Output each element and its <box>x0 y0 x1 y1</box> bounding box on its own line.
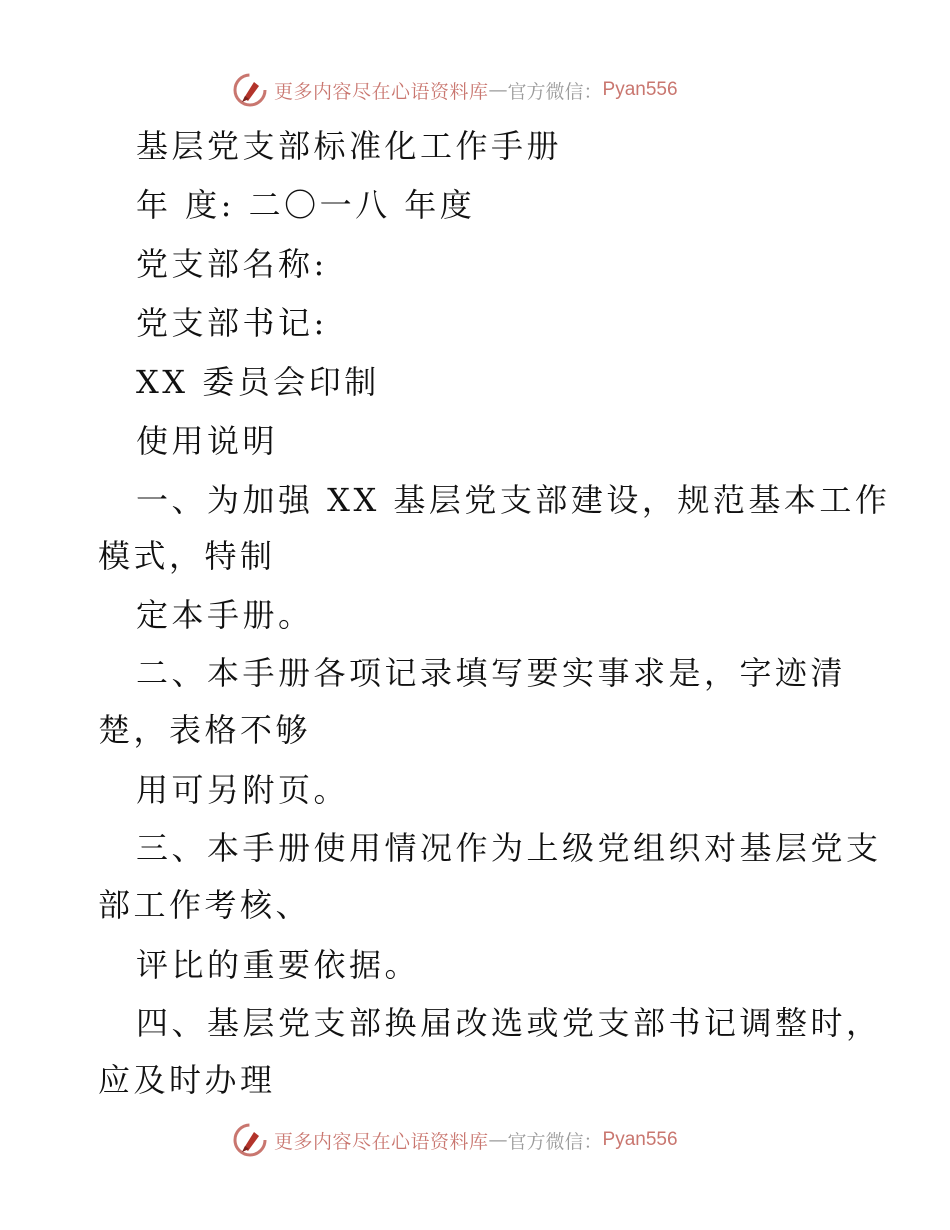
instruction-2-line-1: 二、本手册各项记录填写要实事求是，字迹清 <box>136 654 847 692</box>
watermark-dash: — <box>488 1129 508 1151</box>
pen-nib-logo-icon <box>232 72 268 108</box>
watermark-dash: — <box>488 79 508 101</box>
instruction-3-line-2: 部工作考核、 <box>98 886 312 924</box>
instruction-1-line-1: 一、为加强 XX 基层党支部建设，规范基本工作 <box>136 481 891 519</box>
watermark-wechat-id: Pyan556 <box>602 1129 678 1150</box>
pen-nib-logo-icon <box>232 1122 268 1158</box>
instruction-2-line-2: 楚，表格不够 <box>98 711 312 749</box>
watermark-wechat-label: 官方微信： <box>507 80 603 103</box>
watermark-banner-top <box>232 70 678 110</box>
branch-secretary-line: 党支部书记: <box>136 304 328 342</box>
instruction-4-line-2: 应及时办理 <box>98 1061 276 1099</box>
watermark-wechat-label: 官方微信： <box>507 1130 603 1153</box>
year-line: 年 度: 二〇一八 年度 <box>136 186 476 224</box>
manual-title: 基层党支部标准化工作手册 <box>136 127 563 165</box>
publisher-line: XX 委员会印制 <box>136 363 380 401</box>
instruction-3-line-1: 三、本手册使用情况作为上级党组织对基层党支 <box>136 829 882 867</box>
instruction-1-line-3: 定本手册。 <box>136 596 314 634</box>
watermark-banner-bottom <box>232 1120 678 1160</box>
watermark-wechat-id: Pyan556 <box>602 79 678 100</box>
branch-name-line: 党支部名称: <box>136 245 328 283</box>
watermark-site-text: 更多内容尽在心语资料库 <box>274 80 489 103</box>
instruction-2-line-3: 用可另附页。 <box>136 771 350 809</box>
instruction-3-line-3: 评比的重要依据。 <box>136 946 421 984</box>
instruction-1-line-2: 模式，特制 <box>98 537 276 575</box>
instruction-4-line-1: 四、基层党支部换届改选或党支部书记调整时， <box>136 1004 882 1042</box>
instructions-heading: 使用说明 <box>136 422 279 460</box>
watermark-site-text: 更多内容尽在心语资料库 <box>274 1130 489 1153</box>
